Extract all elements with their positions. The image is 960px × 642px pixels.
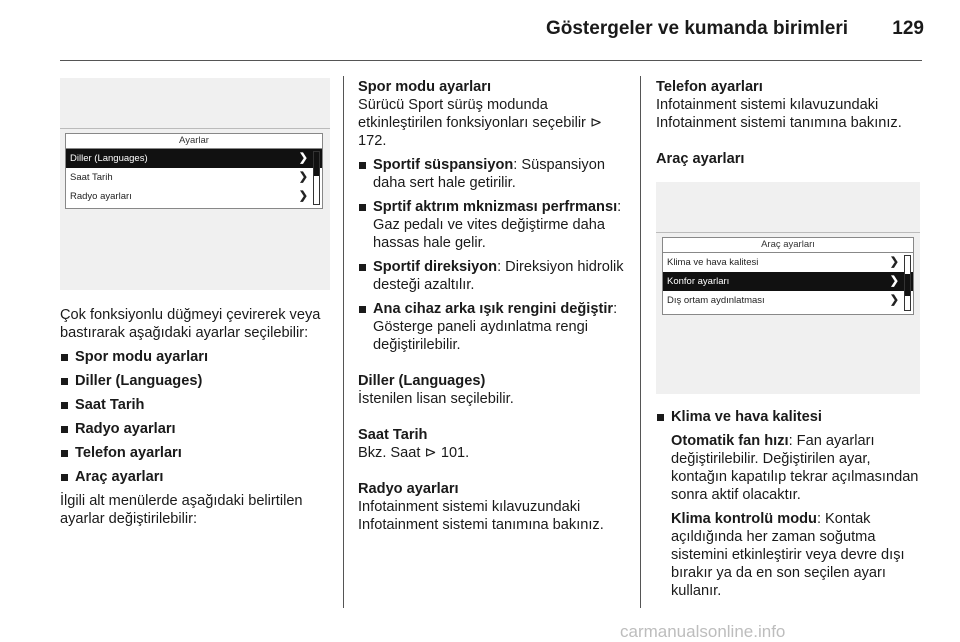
bullet-bold: Sportif direksiyon xyxy=(373,259,498,275)
bullet-item: Saat Tarih xyxy=(60,396,330,414)
section-heading: Telefon ayarları xyxy=(656,79,763,95)
scrollbar xyxy=(904,255,911,311)
column-2 xyxy=(358,78,633,534)
bullet-item xyxy=(358,300,633,354)
bullet-item: Radyo ayarları xyxy=(60,420,330,438)
sub-bold: Klima kontrolü modu xyxy=(671,511,817,527)
section-text: Infotainment sistemi kılavuzundaki Infotainment sistemi tanımına bakınız. xyxy=(656,97,902,131)
bullet-text: : Direksiyon hidrolik desteği azaltılır. xyxy=(373,259,624,293)
scrollbar-thumb xyxy=(314,152,319,176)
chevron-right-icon: ❯ xyxy=(298,152,308,164)
section-heading: Diller (Languages) xyxy=(358,373,486,389)
sub-bold: Otomatik fan hızı xyxy=(671,433,789,449)
bullet-bold: Ana cihaz arka ışık rengini değiştir xyxy=(373,301,614,317)
sub-paragraph xyxy=(656,432,924,504)
menu-item xyxy=(66,187,322,206)
menu-item-label: Diller (Languages) xyxy=(70,153,148,164)
chevron-right-icon: ❯ xyxy=(889,256,899,268)
spor-text: Sürücü Sport sürüş modunda etkinleştirilen fonksiyonları seçebilir xyxy=(358,97,586,131)
menu-item-selected xyxy=(663,272,913,291)
page-reference: 101. xyxy=(440,445,470,461)
page-number: 129 xyxy=(892,18,924,39)
scrollbar xyxy=(313,151,320,205)
bullet-text: : Gösterge paneli aydınlatma rengi değiştirilebilir. xyxy=(373,301,618,353)
chevron-right-icon: ❯ xyxy=(298,190,308,202)
settings-menu xyxy=(65,133,323,209)
column-1 xyxy=(60,78,330,528)
sub-text: : Kontak açıldığında her zaman soğutma sistemini etkinleştirir veya devre dışı bırakır ya da en son seçilen ayarı kullanır. xyxy=(671,511,905,599)
menu-item-label: Saat Tarih xyxy=(70,172,113,183)
bullet-text: : Gaz pedalı ve vites değiştirme daha hassas hale gelir. xyxy=(373,199,622,251)
column-3 xyxy=(656,78,924,600)
page-reference-icon: ⊳ xyxy=(589,115,603,131)
page-reference: 172. xyxy=(358,133,387,149)
watermark: carmanualsonline.info xyxy=(620,622,786,641)
section-text xyxy=(358,96,633,150)
header-rule xyxy=(60,60,922,61)
section-heading: Spor modu ayarları xyxy=(358,79,492,95)
bullet-bold: Sprtif aktrım mknizması perfrmansı xyxy=(373,199,618,215)
sub-text: : Fan ayarları değiştirilebilir. Değiştirilen ayar, kontağın kapatılıp tekrar açılmasından sonra aktif olacaktır. xyxy=(671,433,919,503)
menu-item-label: Klima ve hava kalitesi xyxy=(667,257,759,268)
bullet-item: Diller (Languages) xyxy=(60,372,330,390)
section-heading: Saat Tarih xyxy=(358,427,428,443)
vehicle-settings-menu-title: Araç ayarları xyxy=(663,238,913,253)
settings-screen-image xyxy=(60,78,330,290)
bullet-item: Araç ayarları xyxy=(60,468,330,486)
bullet-item: Telefon ayarları xyxy=(60,444,330,462)
chevron-right-icon: ❯ xyxy=(889,275,899,287)
section-text: Infotainment sistemi kılavuzundaki Infotainment sistemi tanımına bakınız. xyxy=(358,499,604,533)
chevron-right-icon: ❯ xyxy=(298,171,308,183)
chevron-right-icon: ❯ xyxy=(889,294,899,306)
menu-item-label: Konfor ayarları xyxy=(667,276,730,287)
menu-item xyxy=(663,291,913,310)
scrollbar-thumb xyxy=(905,274,910,296)
intro-text: Çok fonksiyonlu düğmeyi çevirerek veya bastırarak aşağıdaki ayarlar seçilebilir: xyxy=(60,307,321,341)
outro-text: İlgili alt menülerde aşağıdaki belirtilen ayarlar değiştirilebilir: xyxy=(60,493,303,527)
bullet-item xyxy=(358,156,633,192)
settings-menu-title: Ayarlar xyxy=(66,134,322,149)
menu-item xyxy=(663,253,913,272)
page-reference-icon: ⊳ xyxy=(424,445,437,461)
vehicle-settings-menu xyxy=(662,237,914,315)
column-divider xyxy=(640,76,641,608)
saat-text: Bkz. Saat xyxy=(358,445,421,461)
bullet-item xyxy=(358,198,633,252)
header-title: Göstergeler ve kumanda birimleri xyxy=(545,18,848,39)
bullet-item: Klima ve hava kalitesi xyxy=(656,408,924,426)
column-divider xyxy=(343,76,344,608)
section-heading: Araç ayarları xyxy=(656,151,745,167)
menu-item xyxy=(66,168,322,187)
section-text: İstenilen lisan seçilebilir. xyxy=(358,391,514,407)
bullet-text: : Süspansiyon daha sert hale getirilir. xyxy=(373,157,605,191)
menu-item-label: Dış ortam aydınlatması xyxy=(667,295,765,306)
vehicle-settings-screen-image xyxy=(656,182,920,394)
menu-item-selected xyxy=(66,149,322,168)
frame-line xyxy=(60,128,330,129)
frame-line xyxy=(656,232,920,233)
menu-item-label: Radyo ayarları xyxy=(70,191,132,202)
section-heading: Radyo ayarları xyxy=(358,481,459,497)
bullet-bold: Sportif süspansiyon xyxy=(373,157,514,173)
section-text xyxy=(358,444,633,462)
sub-paragraph xyxy=(656,510,924,600)
page-header xyxy=(0,14,960,54)
bullet-item xyxy=(358,258,633,294)
bullet-item: Spor modu ayarları xyxy=(60,348,330,366)
